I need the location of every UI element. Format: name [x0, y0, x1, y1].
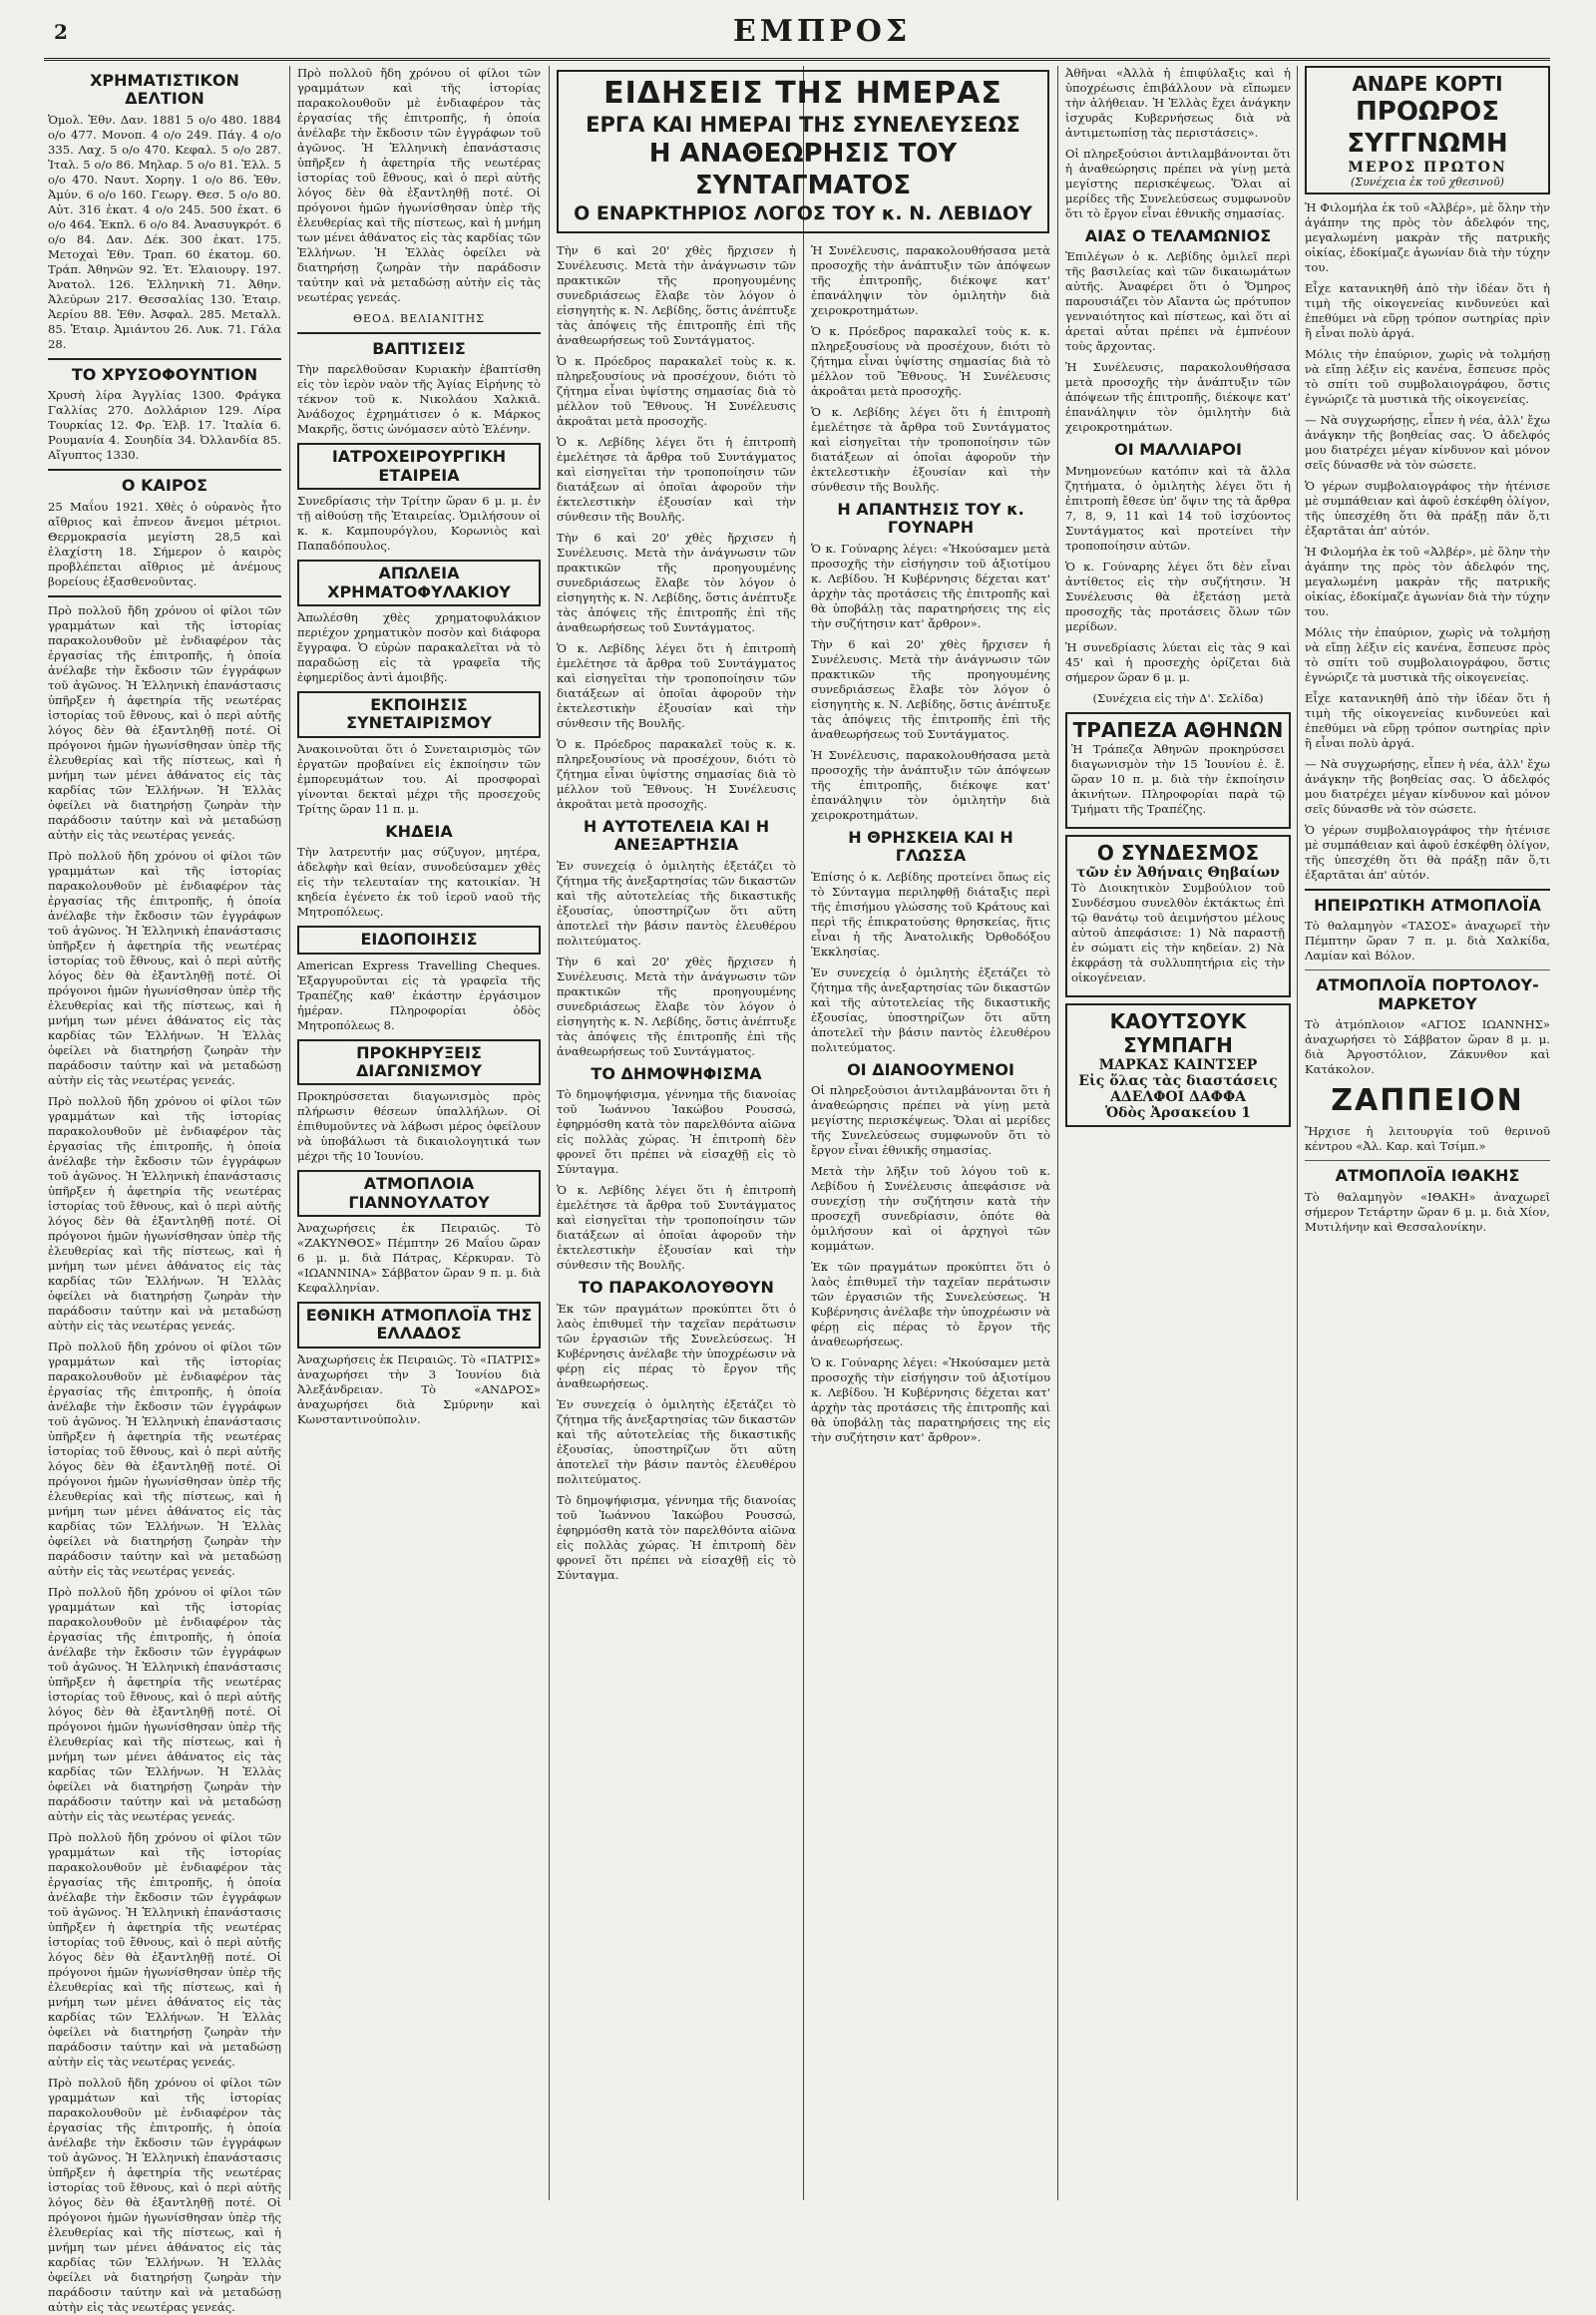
article-text: Ὁ κ. Λεβίδης λέγει ὅτι ἡ ἐπιτροπὴ ἐμελέτησε τὰ ἄρθρα τοῦ Συντάγματος καὶ εἰσηγεῖται τὴν τροποποίησιν τῶν διατάξεων αἱ ὁποῖαι ἀφοροῦν τὴν ἐκτελεστικὴν ἐξουσίαν καὶ τὴν σύνθεσιν τῆς Βουλῆς. [811, 405, 1050, 494]
section-heading: ΤΟ ΔΗΜΟΨΗΦΙΣΜΑ [591, 1063, 762, 1083]
weather-text: 25 Μαΐου 1921. Χθὲς ὁ οὐρανὸς ἦτο αἴθριος καὶ ἐπνεον ἄνεμοι μέτριοι. Θερμοκρασία μεγίστη 28,5 καὶ ἐλαχίστη 18. Σήμερον ὁ καιρὸς προβλέπεται αἴθριος μὲ ἀνέμους βορείους ἐξασθενοῦντας. [48, 499, 281, 588]
separator [297, 332, 541, 334]
article-text: Ἡ συνεδρίασις λύεται εἰς τὰς 9 καὶ 45' καὶ ἡ προσεχὴς ὁρίζεται διὰ σήμερον ὥραν 6 μ. μ. [1065, 639, 1291, 684]
serial-text: Ὁ γέρων συμβολαιογράφος τὴν ἠτένισε μὲ συμπάθειαν καὶ ἀφοῦ ἐσκέφθη ὀλίγον, τῆς ὑπεσχέθη ὅτι θὰ πράξῃ πᾶν ὅ,τι ἐξαρτᾶται ἀπ' αὐτόν. [1305, 479, 1550, 538]
rubber-ad-brand: ΜΑΡΚΑΣ ΚΑΙΝΤΣΕΡ [1098, 1056, 1258, 1073]
serial-text: — Νὰ συγχωρήσῃς, εἶπεν ἡ νέα, ἀλλ' ἔχω ἀνάγκην τῆς βοηθείας σας. Ὁ ἀδελφός μου διατρέχει μέγαν κίνδυνον καὶ μόνον σεῖς δύνασθε νὰ τὸν σώσετε. [1305, 757, 1550, 816]
article-text: Ἐκ τῶν πραγμάτων προκύπτει ὅτι ὁ λαὸς ἐπιθυμεῖ τὴν ταχεῖαν περάτωσιν τῶν ἐργασιῶν τῆς Συνελεύσεως. Ἡ Κυβέρνησις ἀνέλαβε τὴν ὑποχρέωσιν νὰ φέρῃ εἰς πέρας τὸ ἔργον τῆς ἀναθεωρήσεως. [811, 1259, 1050, 1349]
banner-headline: Η ΑΝΑΘΕΩΡΗΣΙΣ ΤΟΥ ΣΥΝΤΑΓΜΑΤΟΣ [648, 139, 958, 200]
shipping-heading: ΑΤΜΟΠΛΟΪΑ ΙΘΑΚΗΣ [1335, 1166, 1520, 1186]
section-heading: Η ΑΠΑΝΤΗΣΙΣ ΤΟΥ κ. ΓΟΥΝΑΡΗ [837, 500, 1024, 538]
continued-note: (Συνέχεια εἰς τὴν Δ'. Σελίδα) [1092, 690, 1264, 705]
article-text: Τὸ δημοψήφισμα, γέννημα τῆς διανοίας τοῦ Ἰωάννου Ἰακώβου Ρουσσώ, ἐφηρμόσθη κατὰ τὸν παρελθόντα αἰῶνα εἰς πολλὰς χώρας. Ἡ ἐπιτροπὴ δὲν φρονεῖ ὅτι πρέπει νὰ εἰσαχθῇ εἰς τὸ Σύνταγμα. [557, 1087, 796, 1177]
notices-heading: ΕΙΔΟΠΟΙΗΣΙΣ [297, 926, 541, 954]
article-text: Ἐν συνεχείᾳ ὁ ὁμιλητὴς ἐξετάζει τὸ ζήτημα τῆς ἀνεξαρτησίας τῶν δικαστῶν καὶ τῆς αὐτοτελείας τῆς δικαστικῆς ἐξουσίας, ὑποστηρίζων ὅτι αὕτη ἀποτελεῖ τὴν βάσιν παντὸς ἐλευθέρου πολιτεύματος. [811, 965, 1050, 1054]
rubber-ad-address: Ὁδὸς Ἀρσακείου 1 [1105, 1104, 1251, 1121]
rubber-ad [1065, 1003, 1291, 1127]
section-heading: Η ΘΡΗΣΚΕΙΑ ΚΑΙ Η ΓΛΩΣΣΑ [848, 827, 1013, 866]
contests-text: Προκηρύσσεται διαγωνισμὸς πρὸς πλήρωσιν θέσεων ὑπαλλήλων. Οἱ ἐπιθυμοῦντες νὰ λάβωσι μέρος ὀφείλουν νὰ ὑποβάλωσι τὰ δικαιολογητικά των μέχρι τῆς 10 Ἰουνίου. [297, 1089, 541, 1164]
serial-author: ΑΝΔΡΕ ΚΟΡΤΙ [1352, 72, 1503, 96]
signature: ΘΕΟΔ. ΒΕΛΙΑΝΙΤΗΣ [352, 312, 486, 325]
article-text: Πρὸ πολλοῦ ἤδη χρόνου οἱ φίλοι τῶν γραμμάτων καὶ τῆς ἱστορίας παρακολουθοῦν μὲ ἐνδιαφέρον τὰς ἐργασίας τῆς ἐπιτροπῆς, ἡ ὁποία ἀνέλαβε τὴν ἔκδοσιν τῶν ἐγγράφων τοῦ ἀγῶνος. Ἡ Ἑλληνικὴ ἐπανάστασις ὑπῆρξεν ἡ ἀφετηρία τῆς νεωτέρας ἱστορίας τοῦ ἔθνους, καὶ ὁ περὶ αὐτῆς λόγος δὲν θὰ ἐξαντληθῇ ποτέ. Οἱ πρόγονοι ἡμῶν ἠγωνίσθησαν ὑπὲρ τῆς ἐλευθερίας καὶ τῆς πίστεως, καὶ ἡ μνήμη των μένει ἀθάνατος εἰς τὰς καρδίας τῶν Ἑλλήνων. Ἡ Ἑλλὰς ὀφείλει νὰ διατηρήσῃ ζωηρὰν τὴν παράδοσιν ταύτην καὶ νὰ μεταδώσῃ αὐτὴν εἰς τὰς νεωτέρας γενεάς. [297, 66, 541, 304]
exchange-heading: ΧΡΗΜΑΤΙΣΤΙΚΟΝ ΔΕΛΤΙΟΝ [90, 71, 239, 109]
article-text: Ὁ κ. Λεβίδης λέγει ὅτι ἡ ἐπιτροπὴ ἐμελέτησε τὰ ἄρθρα τοῦ Συντάγματος καὶ εἰσηγεῖται τὴν τροποποίησιν τῶν διατάξεων αἱ ὁποῖαι ἀφοροῦν τὴν ἐκτελεστικὴν ἐξουσίαν καὶ τὴν σύνθεσιν τῆς Βουλῆς. [557, 435, 796, 524]
column-4 [811, 243, 1050, 2198]
shipping-heading: ΑΤΜΟΠΛΟΙΑ ΓΙΑΝΝΟΥΛΑΤΟΥ [297, 1170, 541, 1217]
shipping-heading: ΕΘΝΙΚΗ ΑΤΜΟΠΛΟΪΑ ΤΗΣ ΕΛΛΑΔΟΣ [297, 1302, 541, 1349]
column-1 [48, 66, 281, 2314]
article-text: Ἀθῆναι «Ἀλλὰ ἡ ἐπιφύλαξις καὶ ἡ ὑποχρέωσις ἐπιβάλλουν νὰ εἴπωμεν τὴν ἀλήθειαν. Ἡ Ἑλλὰς ἔχει ἀνάγκην ἰσχυρᾶς Κυβερνήσεως διὰ νὰ ἀντιμετωπίσῃ τὰς περιστάσεις». [1065, 66, 1291, 140]
shipping-text: Ἀναχωρήσεις ἐκ Πειραιῶς. Τὸ «ΖΑΚΥΝΘΟΣ» Πέμπτην 26 Μαΐου ὥραν 6 μ. μ. διὰ Πάτρας, Κέρκυραν. Τὸ «ΙΩΑΝΝΙΝΑ» Σάββατον ὥραν 9 π. μ. διὰ Κεφαλληνίαν. [297, 1221, 541, 1296]
article-text: Ὁ κ. Πρόεδρος παρακαλεῖ τοὺς κ. κ. πληρεξουσίους νὰ προσέχουν, διότι τὸ ζήτημα εἶναι ὑψίστης σημασίας διὰ τὸ μέλλον τοῦ Ἔθνους. Ἡ Συνέλευσις ἀκροᾶται μετὰ προσοχῆς. [811, 324, 1050, 398]
funeral-heading: ΚΗΔΕΙΑ [385, 821, 453, 841]
section-heading: Η ΑΥΤΟΤΕΛΕΙΑ ΚΑΙ Η ΑΝΕΞΑΡΤΗΣΙΑ [583, 817, 770, 855]
separator [48, 358, 281, 360]
loss-text: Ἀπωλέσθη χθὲς χρηματοφυλάκιον περιέχον χρηματικὸν ποσὸν καὶ διάφορα ἔγγραφα. Ὁ εὑρὼν παρακαλεῖται νὰ τὸ παραδώσῃ εἰς τὰ γραφεῖα τῆς ἐφημερίδος ἀντὶ ἀμοιβῆς. [297, 609, 541, 684]
coop-heading: ΕΚΠΟΙΗΣΙΣ ΣΥΝΕΤΑΙΡΙΣΜΟΥ [297, 691, 541, 738]
section-heading: ΟΙ ΜΑΛΛΙΑΡΟΙ [1114, 440, 1242, 460]
article-text: Μνημονεύων κατόπιν καὶ τὰ ἄλλα ζητήματα, ὁ ὁμιλητὴς λέγει ὅτι ἡ ἐπιτροπὴ ἔθεσε ὑπ' ὄψιν της τὰ ἄρθρα 7, 8, 9, 11 καὶ 14 τοῦ ἰσχύοντος Συντάγματος καὶ προτείνει τὴν τροποποίησιν αὐτῶν. [1065, 463, 1291, 553]
separator [1305, 889, 1550, 891]
serial-text: Εἶχε κατανικηθῆ ἀπὸ τὴν ἰδέαν ὅτι ἡ τιμὴ τῆς οἰκογενείας κινδυνεύει καὶ ἐπεθύμει νὰ εὕρῃ τρόπον σωτηρίας πρὶν ἢ εἶναι πολὺ ἀργά. [1305, 691, 1550, 750]
gold-heading: ΤΟ ΧΡΥΣΟΦΟΥΝΤΙΟΝ [71, 364, 258, 384]
section-heading: ΤΟ ΠΑΡΑΚΟΛΟΥΘΟΥΝ [579, 1278, 774, 1298]
column-rule [1057, 66, 1058, 2200]
column-rule [803, 66, 804, 2200]
exchange-text: Ὁμολ. Ἐθν. Δαν. 1881 5 ο/ο 480. 1884 ο/ο 477. Μονοπ. 4 ο/ο 249. Πάγ. 4 ο/ο 335. Λαχ. 5 ο/ο 470. Κεφαλ. 5 ο/ο 287. Ἰταλ. 5 ο/ο 86. Μηλαρ. 5 ο/ο 81. Ἐλλ. 5 ο/ο 470. Ναυτ. Χορηγ. 1 ο/ο 86. Ἑθν. Ἀμύν. 6 ο/ο 160. Γεωργ. Θεσ. 5 ο/ο 80. Αὐτ. 316 ἐκατ. 4 ο/ο 245. 500 ἐκατ. 6 ο/ο 464. Ἐκπλ. 6 ο/ο 84. Ἀνασυγκρότ. 6 ο/ο 84. Δαν. Δέκ. 300 ἐκατ. 175. Μετοχαὶ Ἐθν. Τραπ. 60 ἐκατομ. 60. Τράπ. Ἀθηνῶν 92. Ἑτ. Ἐλαιουργ. 197. Ἀνατολ. 126. Ἐλληνικὴ 71. Ἀθην. Ἀλεύρων 217. Θεσσαλίας 130. Ἑταιρ. Ἀερίου 88. Ἐθν. Ἀσφαλ. 285. Μεταλλ. 85. Ἑταιρ. Ἀμιάντου 26. Λυκ. 71. Γάλα 28. [48, 112, 281, 351]
article-text: Οἱ πληρεξούσιοι ἀντιλαμβάνονται ὅτι ἡ ἀναθεώρησις πρέπει νὰ γίνῃ μετὰ μεγίστης περισκέψεως. Ὅλαι αἱ μερίδες τῆς Συνελεύσεως συμφωνοῦν ὅτι τὸ ἔργον εἶναι ἐθνικῆς σημασίας. [811, 1082, 1050, 1157]
article-text: Οἱ πληρεξούσιοι ἀντιλαμβάνονται ὅτι ἡ ἀναθεώρησις πρέπει νὰ γίνῃ μετὰ μεγίστης περισκέψεως. Ὅλαι αἱ μερίδες τῆς Συνελεύσεως συμφωνοῦν ὅτι τὸ ἔργον εἶναι ἐθνικῆς σημασίας. [1065, 147, 1291, 220]
article-text: Πρὸ πολλοῦ ἤδη χρόνου οἱ φίλοι τῶν γραμμάτων καὶ τῆς ἱστορίας παρακολουθοῦν μὲ ἐνδιαφέρον τὰς ἐργασίας τῆς ἐπιτροπῆς, ἡ ὁποία ἀνέλαβε τὴν ἔκδοσιν τῶν ἐγγράφων τοῦ ἀγῶνος. Ἡ Ἑλληνικὴ ἐπανάστασις ὑπῆρξεν ἡ ἀφετηρία τῆς νεωτέρας ἱστορίας τοῦ ἔθνους, καὶ ὁ περὶ αὐτῆς λόγος δὲν θὰ ἐξαντληθῇ ποτέ. Οἱ πρόγονοι ἡμῶν ἠγωνίσθησαν ὑπὲρ τῆς ἐλευθερίας καὶ τῆς πίστεως, καὶ ἡ μνήμη των μένει ἀθάνατος εἰς τὰς καρδίας τῶν Ἑλλήνων. Ἡ Ἑλλὰς ὀφείλει νὰ διατηρήσῃ ζωηρὰν τὴν παράδοσιν ταύτην καὶ νὰ μεταδώσῃ αὐτὴν εἰς τὰς νεωτέρας γενεάς. [48, 2075, 281, 2314]
separator [48, 469, 281, 471]
union-ad [1065, 835, 1291, 997]
article-text: Ἐπιλέγων ὁ κ. Λεβίδης ὁμιλεῖ περὶ τῆς βασιλείας καὶ τῶν δικαιωμάτων αὐτῆς. Ἀναφέρει ὅτι ὁ Ὅμηρος παρουσιάζει τὸν Αἴαντα ὡς πρότυπον γενναιότητος καὶ πίστεως, καὶ ὅτι αἱ ἀρεταὶ αὗται πρέπει νὰ ἐμπνέουν τοὺς ἄρχοντας. [1065, 249, 1291, 354]
weather-heading: Ο ΚΑΙΡΟΣ [121, 476, 208, 496]
article-text: Τὴν 6 καὶ 20' χθὲς ἤρχισεν ἡ Συνέλευσις. Μετὰ τὴν ἀνάγνωσιν τῶν πρακτικῶν τῆς προηγουμένης συνεδριάσεως ἔλαβε τὸν λόγον ὁ εἰσηγητὴς κ. Ν. Λεβίδης, ὅστις ἀνέπτυξε τὰς ἀπόψεις τῆς ἐπιτροπῆς ἐπὶ τῆς ἀναθεωρήσεως τοῦ Συντάγματος. [557, 954, 796, 1058]
article-text: Ὁ κ. Πρόεδρος παρακαλεῖ τοὺς κ. κ. πληρεξουσίους νὰ προσέχουν, διότι τὸ ζήτημα εἶναι ὑψίστης σημασίας διὰ τὸ μέλλον τοῦ Ἔθνους. Ἡ Συνέλευσις ἀκροᾶται μετὰ προσοχῆς. [557, 354, 796, 428]
shipping-text: Τὸ θαλαμηγὸν «ΤΑΣΟΣ» ἀναχωρεῖ τὴν Πέμπτην ὥραν 7 π. μ. διὰ Χαλκίδα, Λαμίαν καὶ Βόλον. [1305, 919, 1550, 964]
society-text: Συνεδρίασις τὴν Τρίτην ὥραν 6 μ. μ. ἐν τῇ αἰθούσῃ τῆς Ἑταιρείας. Ὁμιλήσουν οἱ κ. κ. Καμπουρόγλου, Κορωνιὸς καὶ Παπαδόπουλος. [297, 494, 541, 554]
shipping-text: Τὸ θαλαμηγὸν «ΙΘΑΚΗ» ἀναχωρεῖ σήμερον Τετάρτην ὥραν 6 μ. μ. διὰ Χίον, Μυτιλήνην καὶ Θεσσαλονίκην. [1305, 1189, 1550, 1234]
article-text: Ὁ κ. Γούναρης λέγει: «Ἠκούσαμεν μετὰ προσοχῆς τὴν εἰσήγησιν τοῦ ἀξιοτίμου κ. Λεβίδου. Ἡ Κυβέρνησις δέχεται κατ' ἀρχὴν τὰς προτάσεις τῆς ἐπιτροπῆς καὶ θὰ ὑποβάλῃ τὰς παρατηρήσεις της εἰς τὴν συζήτησιν κατ' ἄρθρον». [811, 541, 1050, 630]
column-3 [557, 243, 796, 2198]
bank-ad-text: Ἡ Τράπεζα Ἀθηνῶν προκηρύσσει διαγωνισμὸν τὴν 15 Ἰουνίου ἐ. ἔ. ὥραν 10 π. μ. διὰ τὴν ἐκποίησιν ἀκινήτων. Πληροφορίαι παρὰ τῷ Τμήματι τῆς Τραπέζης. [1071, 741, 1285, 816]
section-heading: ΟΙ ΔΙΑΝΟΟΥΜΕΝΟΙ [847, 1059, 1014, 1079]
article-text: Ὁ κ. Γούναρης λέγει ὅτι δὲν εἶναι ἀντίθετος εἰς τὴν συζήτησιν. Ἡ Συνέλευσις θὰ ἐξετάσῃ μετὰ προσοχῆς τὰς προτάσεις ὅλων τῶν μερίδων. [1065, 559, 1291, 633]
article-text: Ἡ Συνέλευσις, παρακολουθήσασα μετὰ προσοχῆς τὴν ἀνάπτυξιν τῶν ἀπόψεων τῆς ἐπιτροπῆς, διέκοψε κατ' ἐπανάληψιν τὸν ὁμιλητὴν διὰ χειροκροτημάτων. [811, 243, 1050, 317]
article-text: Ἡ Συνέλευσις, παρακολουθήσασα μετὰ προσοχῆς τὴν ἀνάπτυξιν τῶν ἀπόψεων τῆς ἐπιτροπῆς, διέκοψε κατ' ἐπανάληψιν τὸν ὁμιλητὴν διὰ χειροκροτημάτων. [811, 747, 1050, 822]
article-text: Ὁ κ. Λεβίδης λέγει ὅτι ἡ ἐπιτροπὴ ἐμελέτησε τὰ ἄρθρα τοῦ Συντάγματος καὶ εἰσηγεῖται τὴν τροποποίησιν τῶν διατάξεων αἱ ὁποῖαι ἀφοροῦν τὴν ἐκτελεστικὴν ἐξουσίαν καὶ τὴν σύνθεσιν τῆς Βουλῆς. [557, 1183, 796, 1273]
article-text: Ἐν συνεχείᾳ ὁ ὁμιλητὴς ἐξετάζει τὸ ζήτημα τῆς ἀνεξαρτησίας τῶν δικαστῶν καὶ τῆς αὐτοτελείας τῆς δικαστικῆς ἐξουσίας, ὑποστηρίζων ὅτι αὕτη ἀποτελεῖ τὴν βάσιν παντὸς ἐλευθέρου πολιτεύματος. [557, 1396, 796, 1486]
serial-text: Ἡ Φιλομήλα ἐκ τοῦ «Ἀλβέρ», μὲ ὅλην τὴν ἀγάπην της πρὸς τὸν ἀδελφόν της, μεγαλωμένη μακρὰν τῆς πατρικῆς οἰκίας, ἐδοκίμαζε ἀγωνίαν διὰ τὴν τύχην του. [1305, 545, 1550, 618]
banner-deck: Ο ΕΝΑΡΚΤΗΡΙΟΣ ΛΟΓΟΣ ΤΟΥ κ. Ν. ΛΕΒΙΔΟΥ [574, 202, 1032, 224]
gold-text: Χρυσὴ λίρα Ἀγγλίας 1300. Φράγκα Γαλλίας 270. Δολλάριον 129. Λίρα Τουρκίας 12. Φρ. Ἐλβ. 17. Ἰταλία 6. Ρουμανία 4. Σουηδία 34. Ὀλλανδία 85. Αἴγυπτος 1330. [48, 388, 281, 463]
zappeion-ad-title: ΖΑΠΠΕΙΟΝ [1331, 1083, 1524, 1119]
article-text: Ὁ κ. Πρόεδρος παρακαλεῖ τοὺς κ. κ. πληρεξουσίους νὰ προσέχουν, διότι τὸ ζήτημα εἶναι ὑψίστης σημασίας διὰ τὸ μέλλον τοῦ Ἔθνους. Ἡ Συνέλευσις ἀκροᾶται μετὰ προσοχῆς. [557, 737, 796, 811]
article-text: Ὁ κ. Λεβίδης λέγει ὅτι ἡ ἐπιτροπὴ ἐμελέτησε τὰ ἄρθρα τοῦ Συντάγματος καὶ εἰσηγεῖται τὴν τροποποίησιν τῶν διατάξεων αἱ ὁποῖαι ἀφοροῦν τὴν ἐκτελεστικὴν ἐξουσίαν καὶ τὴν σύνθεσιν τῆς Βουλῆς. [557, 641, 796, 730]
banner-subtitle: ΕΡΓΑ ΚΑΙ ΗΜΕΡΑΙ ΤΗΣ ΣΥΝΕΛΕΥΣΕΩΣ [586, 113, 1020, 137]
column-rule [289, 66, 290, 2200]
funeral-text: Τὴν λατρευτήν μας σύζυγον, μητέρα, ἀδελφὴν καὶ θείαν, συνοδεύσαμεν χθὲς εἰς τὴν τελευταίαν της κατοικίαν. Ἡ κηδεία ἐγένετο ἐκ τοῦ ἱεροῦ ναοῦ τῆς Μητροπόλεως. [297, 845, 541, 920]
column-rule [1297, 66, 1298, 2200]
article-text: Πρὸ πολλοῦ ἤδη χρόνου οἱ φίλοι τῶν γραμμάτων καὶ τῆς ἱστορίας παρακολουθοῦν μὲ ἐνδιαφέρον τὰς ἐργασίας τῆς ἐπιτροπῆς, ἡ ὁποία ἀνέλαβε τὴν ἔκδοσιν τῶν ἐγγράφων τοῦ ἀγῶνος. Ἡ Ἑλληνικὴ ἐπανάστασις ὑπῆρξεν ἡ ἀφετηρία τῆς νεωτέρας ἱστορίας τοῦ ἔθνους, καὶ ὁ περὶ αὐτῆς λόγος δὲν θὰ ἐξαντληθῇ ποτέ. Οἱ πρόγονοι ἡμῶν ἠγωνίσθησαν ὑπὲρ τῆς ἐλευθερίας καὶ τῆς πίστεως, καὶ ἡ μνήμη των μένει ἀθάνατος εἰς τὰς καρδίας τῶν Ἑλλήνων. Ἡ Ἑλλὰς ὀφείλει νὰ διατηρήσῃ ζωηρὰν τὴν παράδοσιν ταύτην καὶ νὰ μεταδώσῃ αὐτὴν εἰς τὰς νεωτέρας γενεάς. [48, 1093, 281, 1333]
bank-ad-title: ΤΡΑΠΕΖΑ ΑΘΗΝΩΝ [1072, 717, 1284, 742]
serial-text: Ὁ γέρων συμβολαιογράφος τὴν ἠτένισε μὲ συμπάθειαν καὶ ἀφοῦ ἐσκέφθη ὀλίγον, τῆς ὑπεσχέθη ὅτι θὰ πράξῃ πᾶν ὅ,τι ἐξαρτᾶται ἀπ' αὐτόν. [1305, 823, 1550, 882]
zappeion-ad-text: Ἤρχισε ἡ λειτουργία τοῦ θερινοῦ κέντρου «Ἀλ. Καρ. καὶ Τσίμπ.» [1305, 1124, 1550, 1154]
article-text: Ἐκ τῶν πραγμάτων προκύπτει ὅτι ὁ λαὸς ἐπιθυμεῖ τὴν ταχεῖαν περάτωσιν τῶν ἐργασιῶν τῆς Συνελεύσεως. Ἡ Κυβέρνησις ἀνέλαβε τὴν ὑποχρέωσιν νὰ φέρῃ εἰς πέρας τὸ ἔργον τῆς ἀναθεωρήσεως. [557, 1301, 796, 1390]
notices-text: American Express Travelling Cheques. Ἐξαργυροῦνται εἰς τὰ γραφεῖα τῆς Τραπέζης καθ' ἑκάστην ἐργάσιμον ἡμέραν. Πληροφορίαι ὁδὸς Μητροπόλεως 8. [297, 958, 541, 1032]
rubber-ad-text: Εἰς ὅλας τὰς διαστάσεις [1078, 1072, 1278, 1089]
union-ad-title: Ο ΣΥΝΔΕΣΜΟΣ [1096, 840, 1260, 865]
coop-text: Ἀνακοινοῦται ὅτι ὁ Συνεταιρισμὸς τῶν ἐργατῶν προβαίνει εἰς ἐκποίησιν τῶν ἐμπορευμάτων του. Αἱ προσφοραὶ γίνονται δεκταὶ μέχρι τῆς προσεχοῦς Τρίτης ὥραν 11 π. μ. [297, 741, 541, 816]
article-text: Ὁ κ. Γούναρης λέγει: «Ἠκούσαμεν μετὰ προσοχῆς τὴν εἰσήγησιν τοῦ ἀξιοτίμου κ. Λεβίδου. Ἡ Κυβέρνησις δέχεται κατ' ἀρχὴν τὰς προτάσεις τῆς ἐπιτροπῆς καὶ θὰ ὑποβάλῃ τὰς παρατηρήσεις της εἰς τὴν συζήτησιν κατ' ἄρθρον». [811, 1354, 1050, 1444]
article-text: Τὴν 6 καὶ 20' χθὲς ἤρχισεν ἡ Συνέλευσις. Μετὰ τὴν ἀνάγνωσιν τῶν πρακτικῶν τῆς προηγουμένης συνεδριάσεως ἔλαβε τὸν λόγον ὁ εἰσηγητὴς κ. Ν. Λεβίδης, ὅστις ἀνέπτυξε τὰς ἀπόψεις τῆς ἐπιτροπῆς ἐπὶ τῆς ἀναθεωρήσεως τοῦ Συντάγματος. [557, 243, 796, 347]
headline-banner [557, 70, 1049, 239]
separator [48, 595, 281, 597]
serial-title: ΠΡΟΩΡΟΣ ΣΥΓΓΝΩΜΗ [1347, 97, 1508, 159]
serial-text: Εἶχε κατανικηθῆ ἀπὸ τὴν ἰδέαν ὅτι ἡ τιμὴ τῆς οἰκογενείας κινδυνεύει καὶ ἐπεθύμει νὰ εὕρῃ τρόπον σωτηρίας πρὶν ἢ εἶναι πολὺ ἀργά. [1305, 281, 1550, 340]
baptism-heading: ΒΑΠΤΙΣΕΙΣ [372, 339, 466, 358]
serial-novel-header [1305, 66, 1550, 194]
article-text: Ἐπίσης ὁ κ. Λεβίδης προτείνει ὅπως εἰς τὸ Σύνταγμα περιληφθῇ διάταξις περὶ τῆς ἐπισήμου γλώσσης τοῦ Κράτους καὶ περὶ τῆς ἐπικρατούσης θρησκείας, ἥτις εἶναι ἡ τῆς Ἀνατολικῆς Ὀρθοδόξου Ἐκκλησίας. [811, 869, 1050, 959]
union-ad-subtitle: τῶν ἐν Ἀθήναις Θηβαίων [1076, 864, 1280, 881]
article-text: Τὴν 6 καὶ 20' χθὲς ἤρχισεν ἡ Συνέλευσις. Μετὰ τὴν ἀνάγνωσιν τῶν πρακτικῶν τῆς προηγουμένης συνεδριάσεως ἔλαβε τὸν λόγον ὁ εἰσηγητὴς κ. Ν. Λεβίδης, ὅστις ἀνέπτυξε τὰς ἀπόψεις τῆς ἐπιτροπῆς ἐπὶ τῆς ἀναθεωρήσεως τοῦ Συντάγματος. [811, 636, 1050, 741]
rubber-ad-shop: ΑΔΕΛΦΟΙ ΔΑΦΦΑ [1109, 1088, 1247, 1105]
article-text: Μετὰ τὴν λῆξιν τοῦ λόγου τοῦ κ. Λεβίδου ἡ Συνέλευσις ἀπεφάσισε νὰ συνεχίσῃ τὴν συζήτησιν κατὰ τὴν προσεχῆ συνεδρίασιν, ὁπότε θὰ ὁμιλήσουν καὶ οἱ ἀρχηγοὶ τῶν κομμάτων. [811, 1163, 1050, 1253]
union-ad-text: Τὸ Διοικητικὸν Συμβούλιον τοῦ Συνδέσμου συνελθὸν ἐκτάκτως ἐπὶ τῷ θανάτῳ τοῦ ἀειμνήστου μέλους αὐτοῦ ἀπεφάσισε: 1) Νὰ παραστῇ ἐν σώματι εἰς τὴν κηδείαν. 2) Νὰ ἐκφράσῃ τὰ συλλυπητήρια εἰς τὴν οἰκογένειαν. [1071, 880, 1285, 984]
shipping-text: Τὸ ἀτμόπλοιον «ΑΓΙΟΣ ΙΩΑΝΝΗΣ» ἀναχωρήσει τὸ Σάββατον ὥραν 8 μ. μ. διὰ Ἀργοστόλιον, Ζάκυνθον καὶ Κατάκολον. [1305, 1017, 1550, 1077]
rubber-ad-title: ΚΑΟΥΤΣΟΥΚ ΣΥΜΠΑΓΗ [1109, 1008, 1247, 1057]
serial-text: — Νὰ συγχωρήσῃς, εἶπεν ἡ νέα, ἀλλ' ἔχω ἀνάγκην τῆς βοηθείας σας. Ὁ ἀδελφός μου διατρέχει μέγαν κίνδυνον καὶ μόνον σεῖς δύνασθε νὰ τὸν σώσετε. [1305, 413, 1550, 472]
page-number: 2 [54, 20, 68, 44]
column-5 [1065, 66, 1291, 2200]
serial-note: (Συνέχεια ἐκ τοῦ χθεσινοῦ) [1351, 176, 1504, 189]
shipping-text: Ἀναχωρήσεις ἐκ Πειραιῶς. Τὸ «ΠΑΤΡΙΣ» ἀναχωρήσει τὴν 3 Ἰουνίου διὰ Ἀλεξάνδρειαν. Τὸ «ΑΝΔΡΟΣ» ἀναχωρήσει διὰ Σμύρνην καὶ Κωνσταντινούπολιν. [297, 1351, 541, 1426]
shipping-heading: ΗΠΕΙΡΩΤΙΚΗ ΑΤΜΟΠΛΟΪΑ [1314, 896, 1541, 915]
column-rule [549, 66, 550, 2200]
masthead [44, 14, 1550, 61]
article-text: Τὸ δημοψήφισμα, γέννημα τῆς διανοίας τοῦ Ἰωάννου Ἰακώβου Ρουσσώ, ἐφηρμόσθη κατὰ τὸν παρελθόντα αἰῶνα εἰς πολλὰς χώρας. Ἡ ἐπιτροπὴ δὲν φρονεῖ ὅτι πρέπει νὰ εἰσαχθῇ εἰς τὸ Σύνταγμα. [557, 1492, 796, 1582]
section-heading: ΑΙΑΣ Ο ΤΕΛΑΜΩΝΙΟΣ [1084, 226, 1272, 245]
separator [1305, 969, 1550, 970]
serial-text: Μόλις τὴν ἐπαύριον, χωρὶς νὰ τολμήσῃ νὰ εἴπῃ λέξιν εἰς κανένα, ἔσπευσε πρὸς τὸ σπίτι τοῦ συμβολαιογράφου, ὅστις ἐγνώριζε τὰ μυστικὰ τῆς οἰκογενείας. [1305, 347, 1550, 406]
article-text: Τὴν 6 καὶ 20' χθὲς ἤρχισεν ἡ Συνέλευσις. Μετὰ τὴν ἀνάγνωσιν τῶν πρακτικῶν τῆς προηγουμένης συνεδριάσεως ἔλαβε τὸν λόγον ὁ εἰσηγητὴς κ. Ν. Λεβίδης, ὅστις ἀνέπτυξε τὰς ἀπόψεις τῆς ἐπιτροπῆς ἐπὶ τῆς ἀναθεωρήσεως τοῦ Συντάγματος. [557, 531, 796, 634]
serial-text: Ἡ Φιλομήλα ἐκ τοῦ «Ἀλβέρ», μὲ ὅλην τὴν ἀγάπην της πρὸς τὸν ἀδελφόν της, μεγαλωμένη μακρὰν τῆς πατρικῆς οἰκίας, ἐδοκίμαζε ἀγωνίαν διὰ τὴν τύχην του. [1305, 200, 1550, 274]
banner-title: ΕΙΔΗΣΕΙΣ ΤΗΣ ΗΜΕΡΑΣ [603, 76, 1002, 111]
article-text: Πρὸ πολλοῦ ἤδη χρόνου οἱ φίλοι τῶν γραμμάτων καὶ τῆς ἱστορίας παρακολουθοῦν μὲ ἐνδιαφέρον τὰς ἐργασίας τῆς ἐπιτροπῆς, ἡ ὁποία ἀνέλαβε τὴν ἔκδοσιν τῶν ἐγγράφων τοῦ ἀγῶνος. Ἡ Ἑλληνικὴ ἐπανάστασις ὑπῆρξεν ἡ ἀφετηρία τῆς νεωτέρας ἱστορίας τοῦ ἔθνους, καὶ ὁ περὶ αὐτῆς λόγος δὲν θὰ ἐξαντληθῇ ποτέ. Οἱ πρόγονοι ἡμῶν ἠγωνίσθησαν ὑπὲρ τῆς ἐλευθερίας καὶ τῆς πίστεως, καὶ ἡ μνήμη των μένει ἀθάνατος εἰς τὰς καρδίας τῶν Ἑλλήνων. Ἡ Ἑλλὰς ὀφείλει νὰ διατηρήσῃ ζωηρὰν τὴν παράδοσιν ταύτην καὶ νὰ μεταδώσῃ αὐτὴν εἰς τὰς νεωτέρας γενεάς. [48, 1584, 281, 1823]
contests-heading: ΠΡΟΚΗΡΥΞΕΙΣ ΔΙΑΓΩΝΙΣΜΟΥ [297, 1039, 541, 1086]
society-heading: ΙΑΤΡΟΧΕΙΡΟΥΡΓΙΚΗ ΕΤΑΙΡΕΙΑ [297, 443, 541, 490]
article-text: Ἐν συνεχείᾳ ὁ ὁμιλητὴς ἐξετάζει τὸ ζήτημα τῆς ἀνεξαρτησίας τῶν δικαστῶν καὶ τῆς αὐτοτελείας τῆς δικαστικῆς ἐξουσίας, ὑποστηρίζων ὅτι αὕτη ἀποτελεῖ τὴν βάσιν παντὸς ἐλευθέρου πολιτεύματος. [557, 858, 796, 948]
loss-heading: ΑΠΩΛΕΙΑ ΧΡΗΜΑΤΟΦΥΛΑΚΙΟΥ [297, 560, 541, 606]
serial-text: Μόλις τὴν ἐπαύριον, χωρὶς νὰ τολμήσῃ νὰ εἴπῃ λέξιν εἰς κανένα, ἔσπευσε πρὸς τὸ σπίτι τοῦ συμβολαιογράφου, ὅστις ἐγνώριζε τὰ μυστικὰ τῆς οἰκογενείας. [1305, 625, 1550, 684]
baptism-text: Τὴν παρελθοῦσαν Κυριακὴν ἐβαπτίσθη εἰς τὸν ἱερὸν ναὸν τῆς Ἁγίας Εἰρήνης τὸ τέκνον τοῦ κ. Νικολάου Χαλκιᾶ. Ἀνάδοχος ἐχρημάτισεν ὁ κ. Μάρκος Μακρῆς, ὅστις ὠνόμασεν αὐτὸ Ἐλένην. [297, 362, 541, 437]
separator [1305, 1160, 1550, 1161]
column-2 [297, 66, 541, 2200]
article-text: Πρὸ πολλοῦ ἤδη χρόνου οἱ φίλοι τῶν γραμμάτων καὶ τῆς ἱστορίας παρακολουθοῦν μὲ ἐνδιαφέρον τὰς ἐργασίας τῆς ἐπιτροπῆς, ἡ ὁποία ἀνέλαβε τὴν ἔκδοσιν τῶν ἐγγράφων τοῦ ἀγῶνος. Ἡ Ἑλληνικὴ ἐπανάστασις ὑπῆρξεν ἡ ἀφετηρία τῆς νεωτέρας ἱστορίας τοῦ ἔθνους, καὶ ὁ περὶ αὐτῆς λόγος δὲν θὰ ἐξαντληθῇ ποτέ. Οἱ πρόγονοι ἡμῶν ἠγωνίσθησαν ὑπὲρ τῆς ἐλευθερίας καὶ τῆς πίστεως, καὶ ἡ μνήμη των μένει ἀθάνατος εἰς τὰς καρδίας τῶν Ἑλλήνων. Ἡ Ἑλλὰς ὀφείλει νὰ διατηρήσῃ ζωηρὰν τὴν παράδοσιν ταύτην καὶ νὰ μεταδώσῃ αὐτὴν εἰς τὰς νεωτέρας γενεάς. [48, 602, 281, 842]
article-text: Πρὸ πολλοῦ ἤδη χρόνου οἱ φίλοι τῶν γραμμάτων καὶ τῆς ἱστορίας παρακολουθοῦν μὲ ἐνδιαφέρον τὰς ἐργασίας τῆς ἐπιτροπῆς, ἡ ὁποία ἀνέλαβε τὴν ἔκδοσιν τῶν ἐγγράφων τοῦ ἀγῶνος. Ἡ Ἑλληνικὴ ἐπανάστασις ὑπῆρξεν ἡ ἀφετηρία τῆς νεωτέρας ἱστορίας τοῦ ἔθνους, καὶ ὁ περὶ αὐτῆς λόγος δὲν θὰ ἐξαντληθῇ ποτέ. Οἱ πρόγονοι ἡμῶν ἠγωνίσθησαν ὑπὲρ τῆς ἐλευθερίας καὶ τῆς πίστεως, καὶ ἡ μνήμη των μένει ἀθάνατος εἰς τὰς καρδίας τῶν Ἑλλήνων. Ἡ Ἑλλὰς ὀφείλει νὰ διατηρήσῃ ζωηρὰν τὴν παράδοσιν ταύτην καὶ νὰ μεταδώσῃ αὐτὴν εἰς τὰς νεωτέρας γενεάς. [48, 848, 281, 1087]
bank-ad [1065, 712, 1291, 829]
article-text: Πρὸ πολλοῦ ἤδη χρόνου οἱ φίλοι τῶν γραμμάτων καὶ τῆς ἱστορίας παρακολουθοῦν μὲ ἐνδιαφέρον τὰς ἐργασίας τῆς ἐπιτροπῆς, ἡ ὁποία ἀνέλαβε τὴν ἔκδοσιν τῶν ἐγγράφων τοῦ ἀγῶνος. Ἡ Ἑλληνικὴ ἐπανάστασις ὑπῆρξεν ἡ ἀφετηρία τῆς νεωτέρας ἱστορίας τοῦ ἔθνους, καὶ ὁ περὶ αὐτῆς λόγος δὲν θὰ ἐξαντληθῇ ποτέ. Οἱ πρόγονοι ἡμῶν ἠγωνίσθησαν ὑπὲρ τῆς ἐλευθερίας καὶ τῆς πίστεως, καὶ ἡ μνήμη των μένει ἀθάνατος εἰς τὰς καρδίας τῶν Ἑλλήνων. Ἡ Ἑλλὰς ὀφείλει νὰ διατηρήσῃ ζωηρὰν τὴν παράδοσιν ταύτην καὶ νὰ μεταδώσῃ αὐτὴν εἰς τὰς νεωτέρας γενεάς. [48, 1339, 281, 1578]
article-text: Πρὸ πολλοῦ ἤδη χρόνου οἱ φίλοι τῶν γραμμάτων καὶ τῆς ἱστορίας παρακολουθοῦν μὲ ἐνδιαφέρον τὰς ἐργασίας τῆς ἐπιτροπῆς, ἡ ὁποία ἀνέλαβε τὴν ἔκδοσιν τῶν ἐγγράφων τοῦ ἀγῶνος. Ἡ Ἑλληνικὴ ἐπανάστασις ὑπῆρξεν ἡ ἀφετηρία τῆς νεωτέρας ἱστορίας τοῦ ἔθνους, καὶ ὁ περὶ αὐτῆς λόγος δὲν θὰ ἐξαντληθῇ ποτέ. Οἱ πρόγονοι ἡμῶν ἠγωνίσθησαν ὑπὲρ τῆς ἐλευθερίας καὶ τῆς πίστεως, καὶ ἡ μνήμη των μένει ἀθάνατος εἰς τὰς καρδίας τῶν Ἑλλήνων. Ἡ Ἑλλὰς ὀφείλει νὰ διατηρήσῃ ζωηρὰν τὴν παράδοσιν ταύτην καὶ νὰ μεταδώσῃ αὐτὴν εἰς τὰς νεωτέρας γενεάς. [48, 1829, 281, 2069]
serial-part: ΜΕΡΟΣ ΠΡΩΤΟΝ [1348, 160, 1507, 176]
newspaper-title: ΕΜΠΡΟΣ [732, 14, 912, 49]
article-text: Ἡ Συνέλευσις, παρακολουθήσασα μετὰ προσοχῆς τὴν ἀνάπτυξιν τῶν ἀπόψεων τῆς ἐπιτροπῆς, διέκοψε κατ' ἐπανάληψιν τὸν ὁμιλητὴν διὰ χειροκροτημάτων. [1065, 360, 1291, 435]
column-6 [1305, 66, 1550, 2200]
shipping-heading: ΑΤΜΟΠΛΟΪΑ ΠΟΡΤΟΛΟΥ-ΜΑΡΚΕΤΟΥ [1316, 975, 1539, 1013]
